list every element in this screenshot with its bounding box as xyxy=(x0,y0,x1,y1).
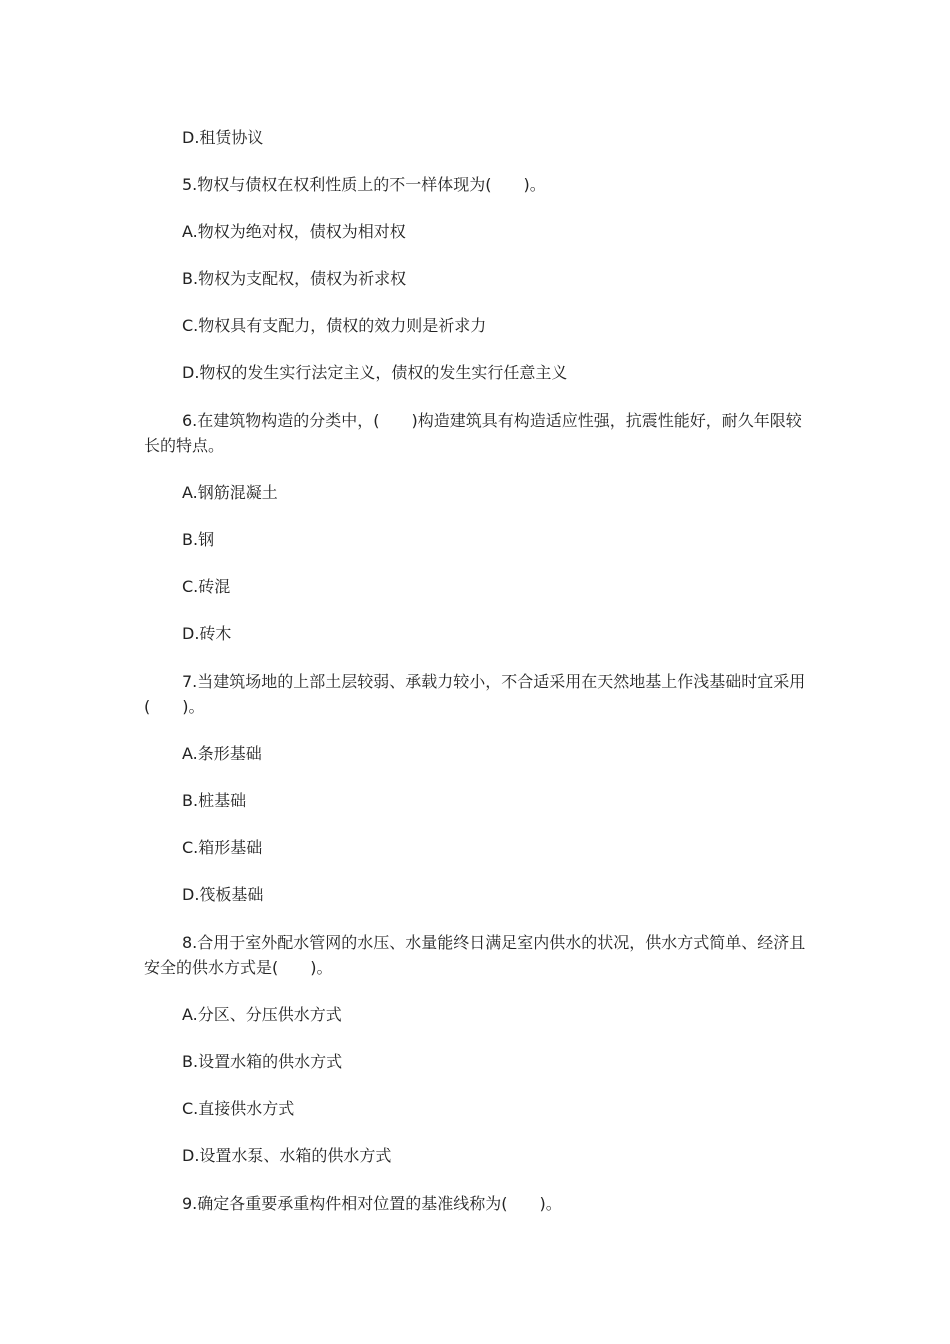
option-a-q8: A.分区、分压供水方式 xyxy=(182,1005,342,1024)
question-6: 6.在建筑物构造的分类中，( )构造建筑具有构造适应性强，抗震性能好，耐久年限较长的特点。 xyxy=(144,411,802,455)
option-d-q5: D.物权的发生实行法定主义，债权的发生实行任意主义 xyxy=(182,363,568,382)
option-d-q8: D.设置水泵、水箱的供水方式 xyxy=(182,1146,392,1165)
option-c-q5: C.物权具有支配力，债权的效力则是祈求力 xyxy=(182,316,487,335)
option-c-q8: C.直接供水方式 xyxy=(182,1099,295,1118)
option-b-q6: B.钢 xyxy=(182,530,215,549)
question-5: 5.物权与债权在权利性质上的不一样体现为( )。 xyxy=(182,175,546,194)
option-d-q6: D.砖木 xyxy=(182,624,232,643)
option-a-q6: A.钢筋混凝土 xyxy=(182,483,278,502)
question-8: 8.合用于室外配水管网的水压、水量能终日满足室内供水的状况，供水方式简单、经济且安全的供水方式是( )。 xyxy=(144,933,806,977)
option-a-q7: A.条形基础 xyxy=(182,744,262,763)
option-c-q7: C.箱形基础 xyxy=(182,838,263,857)
option-a-q5: A.物权为绝对权，债权为相对权 xyxy=(182,222,406,241)
option-d-q7: D.筏板基础 xyxy=(182,885,264,904)
option-b-q7: B.桩基础 xyxy=(182,791,247,810)
question-9: 9.确定各重要承重构件相对位置的基准线称为( )。 xyxy=(182,1194,562,1213)
question-7: 7.当建筑场地的上部土层较弱、承载力较小，不合适采用在天然地基上作浅基础时宜采用( )。 xyxy=(144,672,806,716)
option-c-q6: C.砖混 xyxy=(182,577,231,596)
option-d-q4: D.租赁协议 xyxy=(182,128,264,147)
option-b-q5: B.物权为支配权，债权为祈求权 xyxy=(182,269,407,288)
option-b-q8: B.设置水箱的供水方式 xyxy=(182,1052,343,1071)
